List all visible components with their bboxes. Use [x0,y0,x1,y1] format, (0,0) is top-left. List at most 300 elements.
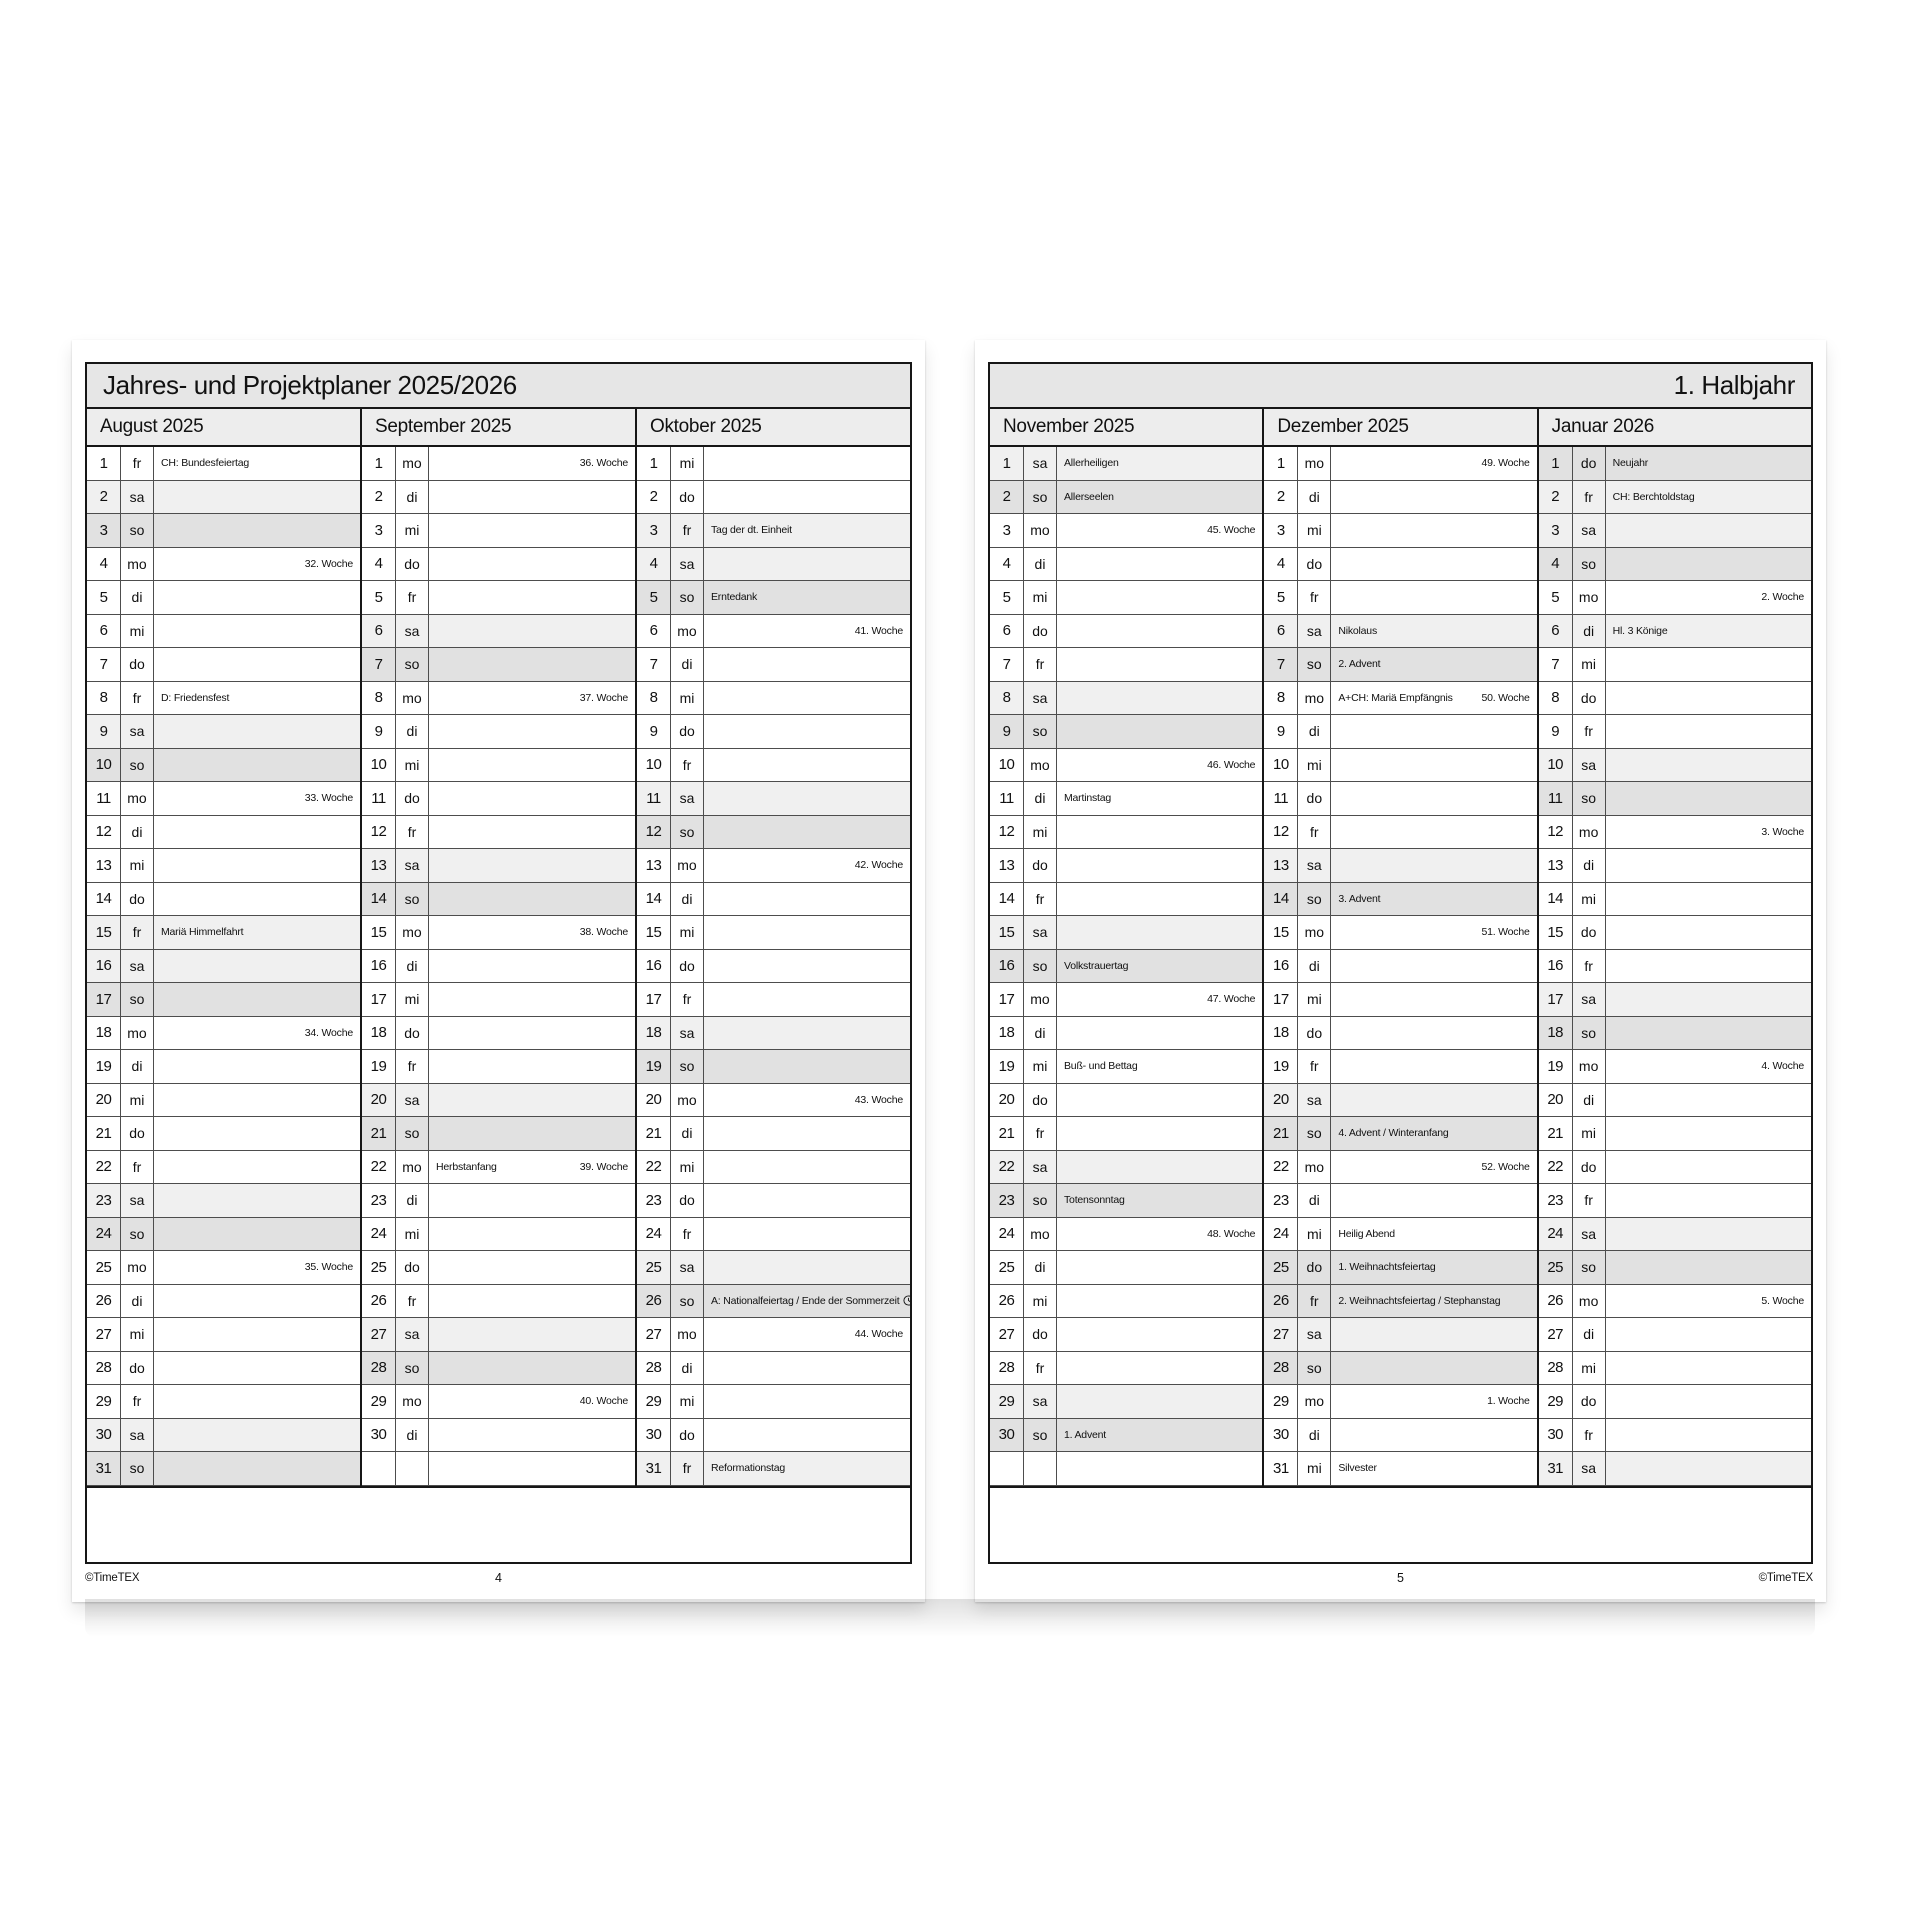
day-number-cell: 8 [637,682,671,715]
note-cell [429,1151,635,1184]
week-number-label: 33. Woche [304,792,353,805]
month-column [990,409,1262,1486]
day-row [1264,1084,1536,1118]
weekday-cell [396,1452,429,1485]
note-cell [1606,1318,1811,1351]
day-number-cell: 18 [990,1017,1024,1050]
weekday-cell: mo [121,1017,154,1050]
day-number-cell: 22 [990,1151,1024,1184]
week-number-label: 36. Woche [579,457,628,470]
day-row [637,1151,910,1185]
day-number-cell: 28 [362,1352,396,1385]
day-number-cell: 9 [637,715,671,748]
note-cell [429,715,635,748]
weekday-cell: fr [1573,715,1606,748]
note-cell [429,447,635,480]
note-cell [1331,1117,1536,1150]
day-row [990,1017,1262,1051]
day-number-cell: 30 [1264,1419,1298,1452]
weekday-cell: mi [396,1218,429,1251]
day-row [362,1318,635,1352]
day-number-cell: 1 [637,447,671,480]
week-number-label: 45. Woche [1207,524,1256,537]
day-number-cell: 11 [362,782,396,815]
weekday-cell: do [1298,548,1331,581]
day-row [87,1251,360,1285]
note-cell [1331,1385,1536,1418]
day-row [362,816,635,850]
day-row [990,1050,1262,1084]
day-number-cell: 7 [362,648,396,681]
day-number-cell: 27 [1264,1318,1298,1351]
weekday-cell: do [671,1419,704,1452]
note-cell [1331,1419,1536,1452]
day-row [990,581,1262,615]
day-number-cell: 6 [87,615,121,648]
note-cell [154,1251,360,1284]
weekday-cell: sa [1298,1084,1331,1117]
day-number-cell: 20 [87,1084,121,1117]
day-number-cell: 16 [87,950,121,983]
weekday-cell: mi [396,983,429,1016]
weekday-cell: mo [396,682,429,715]
day-row [87,1184,360,1218]
note-cell [1331,1318,1536,1351]
weekday-cell: fr [396,581,429,614]
day-number-cell: 12 [1264,816,1298,849]
weekday-cell: so [1024,715,1057,748]
weekday-cell: sa [1573,983,1606,1016]
day-row [637,1285,910,1319]
note-cell [1057,481,1262,514]
weekday-cell: do [396,782,429,815]
day-row [87,1452,360,1486]
note-cell [704,1117,910,1150]
day-number-cell: 9 [87,715,121,748]
day-number-cell: 30 [362,1419,396,1452]
day-number-cell: 25 [990,1251,1024,1284]
day-number-cell: 18 [362,1017,396,1050]
day-row [1539,481,1811,515]
day-row [87,849,360,883]
note-cell [429,816,635,849]
weekday-cell: fr [121,682,154,715]
holiday-label: Nikolaus [1338,624,1377,637]
day-number-cell: 25 [87,1251,121,1284]
day-number-cell: 26 [1264,1285,1298,1318]
note-cell [704,1151,910,1184]
day-number-cell: 5 [1264,581,1298,614]
day-number-cell: 10 [362,749,396,782]
day-number-cell: 1 [362,447,396,480]
week-number-label: 51. Woche [1481,926,1530,939]
day-row [1264,1218,1536,1252]
weekday-cell: sa [671,1017,704,1050]
day-row [1539,950,1811,984]
day-row [1264,581,1536,615]
day-number-cell: 8 [87,682,121,715]
weekday-cell: mo [1573,1050,1606,1083]
day-row [990,983,1262,1017]
week-number-label: 50. Woche [1481,691,1530,704]
note-cell [429,682,635,715]
weekday-cell: do [1024,1084,1057,1117]
weekday-cell: fr [121,1151,154,1184]
day-number-cell: 21 [637,1117,671,1150]
note-cell [1606,615,1811,648]
day-number-cell: 16 [637,950,671,983]
day-row [1264,1117,1536,1151]
note-cell [704,849,910,882]
week-number-label: 5. Woche [1761,1294,1804,1307]
note-cell [154,514,360,547]
day-row [637,916,910,950]
note-cell [1331,1151,1536,1184]
note-cell [154,1419,360,1452]
week-number-label: 32. Woche [304,557,353,570]
holiday-label: 1. Advent [1064,1428,1106,1441]
weekday-cell: mo [121,782,154,815]
day-number-cell: 28 [87,1352,121,1385]
weekday-cell: do [671,950,704,983]
weekday-cell: mi [1298,1452,1331,1485]
day-row [990,749,1262,783]
weekday-cell: di [1573,615,1606,648]
day-number-cell: 5 [637,581,671,614]
week-number-label: 41. Woche [854,624,903,637]
weekday-cell: do [121,1352,154,1385]
weekday-cell: so [1573,1017,1606,1050]
weekday-cell: mo [1573,816,1606,849]
weekday-cell: mi [1298,749,1331,782]
holiday-label: Mariä Himmelfahrt [161,926,244,939]
weekday-cell: so [396,648,429,681]
note-cell [429,548,635,581]
weekday-cell: sa [121,481,154,514]
day-row [87,447,360,481]
day-number-cell: 2 [1264,481,1298,514]
day-number-cell: 11 [990,782,1024,815]
holiday-label: CH: Bundesfeiertag [161,457,250,470]
weekday-cell: mo [1573,1285,1606,1318]
day-number-cell: 6 [637,615,671,648]
note-cell [1606,1251,1811,1284]
note-cell [154,1452,360,1485]
day-number-cell: 17 [87,983,121,1016]
day-row [87,1218,360,1252]
week-number-label: 1. Woche [1487,1395,1530,1408]
note-cell [704,615,910,648]
day-row [362,648,635,682]
day-row [87,1117,360,1151]
day-row [1539,715,1811,749]
note-cell [1331,950,1536,983]
day-row [990,1251,1262,1285]
day-number-cell: 14 [1539,883,1573,916]
weekday-cell: di [671,648,704,681]
week-number-label: 47. Woche [1207,993,1256,1006]
day-number-cell: 11 [1539,782,1573,815]
day-row [990,1184,1262,1218]
weekday-cell: so [671,1285,704,1318]
day-row [990,514,1262,548]
note-cell [154,581,360,614]
day-number-cell: 14 [637,883,671,916]
day-number-cell: 28 [637,1352,671,1385]
day-number-cell: 19 [637,1050,671,1083]
weekday-cell: do [396,1017,429,1050]
note-cell [1331,749,1536,782]
note-cell [429,1117,635,1150]
day-number-cell: 9 [990,715,1024,748]
day-number-cell: 22 [362,1151,396,1184]
day-number-cell: 21 [1539,1117,1573,1150]
day-row [362,1151,635,1185]
day-number-cell: 13 [1539,849,1573,882]
day-row [637,615,910,649]
day-number-cell: 14 [990,883,1024,916]
day-row [1264,447,1536,481]
day-row [1539,1251,1811,1285]
weekday-cell: sa [1573,1452,1606,1485]
brand-label: ©TimeTEX [1758,1572,1813,1584]
day-row [1539,1452,1811,1486]
weekday-cell: mi [1298,1218,1331,1251]
day-number-cell: 20 [1264,1084,1298,1117]
day-number-cell: 2 [637,481,671,514]
note-cell [1606,548,1811,581]
month-column [87,409,360,1486]
weekday-cell: mo [1298,1385,1331,1418]
holiday-label: Totensonntag [1064,1194,1125,1207]
day-row [1264,1285,1536,1319]
weekday-cell: mi [671,916,704,949]
note-cell [1057,581,1262,614]
note-cell [1057,816,1262,849]
note-cell [1057,883,1262,916]
day-row [637,1084,910,1118]
day-number-cell: 9 [362,715,396,748]
day-number-cell: 25 [362,1251,396,1284]
day-row [1539,447,1811,481]
note-cell [1331,447,1536,480]
day-number-cell: 30 [87,1419,121,1452]
day-row [990,1318,1262,1352]
day-number-cell: 21 [990,1117,1024,1150]
day-row [1539,983,1811,1017]
day-number-cell: 18 [87,1017,121,1050]
note-cell [154,782,360,815]
weekday-cell: sa [121,715,154,748]
day-number-cell: 7 [990,648,1024,681]
weekday-cell: do [121,648,154,681]
day-number-cell: 13 [990,849,1024,882]
day-row [1264,682,1536,716]
weekday-cell: fr [396,1285,429,1318]
weekday-cell: mo [121,1251,154,1284]
weekday-cell: fr [396,1050,429,1083]
day-row [637,749,910,783]
holiday-label: 2. Weihnachtsfeiertag / Stephanstag [1338,1294,1501,1307]
day-number-cell: 3 [637,514,671,547]
page-shadow [85,1599,1815,1637]
month-body [1539,447,1811,1486]
note-cell [704,514,910,547]
note-cell [704,916,910,949]
note-cell [154,1352,360,1385]
day-row [87,1151,360,1185]
weekday-cell: di [121,1050,154,1083]
day-number-cell: 19 [990,1050,1024,1083]
page-footer-right [988,1571,1813,1585]
day-row [87,1352,360,1386]
day-row [990,615,1262,649]
day-row [990,1117,1262,1151]
note-cell [429,1017,635,1050]
note-cell [429,782,635,815]
note-cell [429,615,635,648]
page-number: 4 [495,1571,502,1585]
day-row [637,816,910,850]
day-row [362,1218,635,1252]
day-row [87,548,360,582]
weekday-cell: mo [1298,447,1331,480]
week-number-label: 48. Woche [1207,1227,1256,1240]
weekday-cell: di [121,1285,154,1318]
note-cell [154,916,360,949]
day-number-cell: 15 [1264,916,1298,949]
day-number-cell: 31 [1264,1452,1298,1485]
note-cell [1331,1251,1536,1284]
note-cell [1606,849,1811,882]
note-cell [154,849,360,882]
note-cell [1331,916,1536,949]
day-number-cell: 26 [990,1285,1024,1318]
day-number-cell: 27 [637,1318,671,1351]
note-cell [1057,1352,1262,1385]
day-number-cell: 3 [1264,514,1298,547]
weekday-cell: sa [1298,849,1331,882]
day-row [990,816,1262,850]
day-row [1264,816,1536,850]
note-cell [704,883,910,916]
holiday-label: Reformationstag [711,1462,786,1475]
day-row [87,1084,360,1118]
day-number-cell: 23 [637,1184,671,1217]
note-cell [1606,648,1811,681]
note-cell [154,816,360,849]
holiday-label: D: Friedensfest [161,691,230,704]
day-number-cell: 9 [1539,715,1573,748]
day-number-cell: 22 [1539,1151,1573,1184]
weekday-cell: so [121,749,154,782]
week-number-label: 3. Woche [1761,825,1804,838]
week-number-label: 34. Woche [304,1026,353,1039]
day-number-cell: 18 [1264,1017,1298,1050]
day-row [87,883,360,917]
day-row [87,581,360,615]
day-number-cell: 13 [87,849,121,882]
months-row-left [87,409,910,1486]
day-number-cell: 20 [990,1084,1024,1117]
note-cell [1606,782,1811,815]
day-row [87,1285,360,1319]
note-cell [704,782,910,815]
day-number-cell: 3 [1539,514,1573,547]
day-row [1539,682,1811,716]
day-row [1539,1017,1811,1051]
day-number-cell: 2 [362,481,396,514]
note-cell [1331,682,1536,715]
note-cell [429,1184,635,1217]
day-row [637,1352,910,1386]
day-row [1539,816,1811,850]
weekday-cell: do [671,715,704,748]
note-cell [1606,1050,1811,1083]
holiday-label: 4. Advent / Winteranfang [1338,1127,1449,1140]
day-number-cell: 24 [990,1218,1024,1251]
weekday-cell: sa [1024,1385,1057,1418]
day-number-cell: 12 [1539,816,1573,849]
holiday-label: Hl. 3 Könige [1612,624,1668,637]
note-cell [429,581,635,614]
note-cell [154,548,360,581]
day-row [637,682,910,716]
note-cell [1331,883,1536,916]
note-cell [704,1318,910,1351]
month-body [990,447,1262,1486]
day-number-cell: 10 [1264,749,1298,782]
weekday-cell: mi [671,447,704,480]
day-row [1539,1352,1811,1386]
day-number-cell: 14 [87,883,121,916]
day-row [362,581,635,615]
day-row [637,1184,910,1218]
week-number-label: 46. Woche [1207,758,1256,771]
weekday-cell: sa [1024,682,1057,715]
weekday-cell: di [1298,1419,1331,1452]
day-number-cell: 16 [1539,950,1573,983]
month-header: Dezember 2025 [1264,409,1536,447]
day-row [1539,1050,1811,1084]
weekday-cell: mi [396,514,429,547]
note-cell [1606,1151,1811,1184]
day-row [1539,883,1811,917]
weekday-cell: do [1024,849,1057,882]
note-cell [1606,950,1811,983]
day-row [990,1452,1262,1486]
day-row [637,648,910,682]
holiday-label: A: Nationalfeiertag / Ende der Sommerzeit [711,1294,900,1307]
day-row [1264,548,1536,582]
day-number-cell: 5 [87,581,121,614]
day-row [362,849,635,883]
day-row [1264,950,1536,984]
weekday-cell: mo [1298,916,1331,949]
day-number-cell: 4 [1264,548,1298,581]
weekday-cell: mi [121,849,154,882]
day-row [1264,514,1536,548]
week-number-label: 38. Woche [579,926,628,939]
day-row [1539,615,1811,649]
weekday-cell: so [121,983,154,1016]
day-row [637,1385,910,1419]
day-row [637,715,910,749]
weekday-cell: mo [671,849,704,882]
day-row [362,481,635,515]
weekday-cell: do [1298,1251,1331,1284]
weekday-cell: mi [1573,648,1606,681]
